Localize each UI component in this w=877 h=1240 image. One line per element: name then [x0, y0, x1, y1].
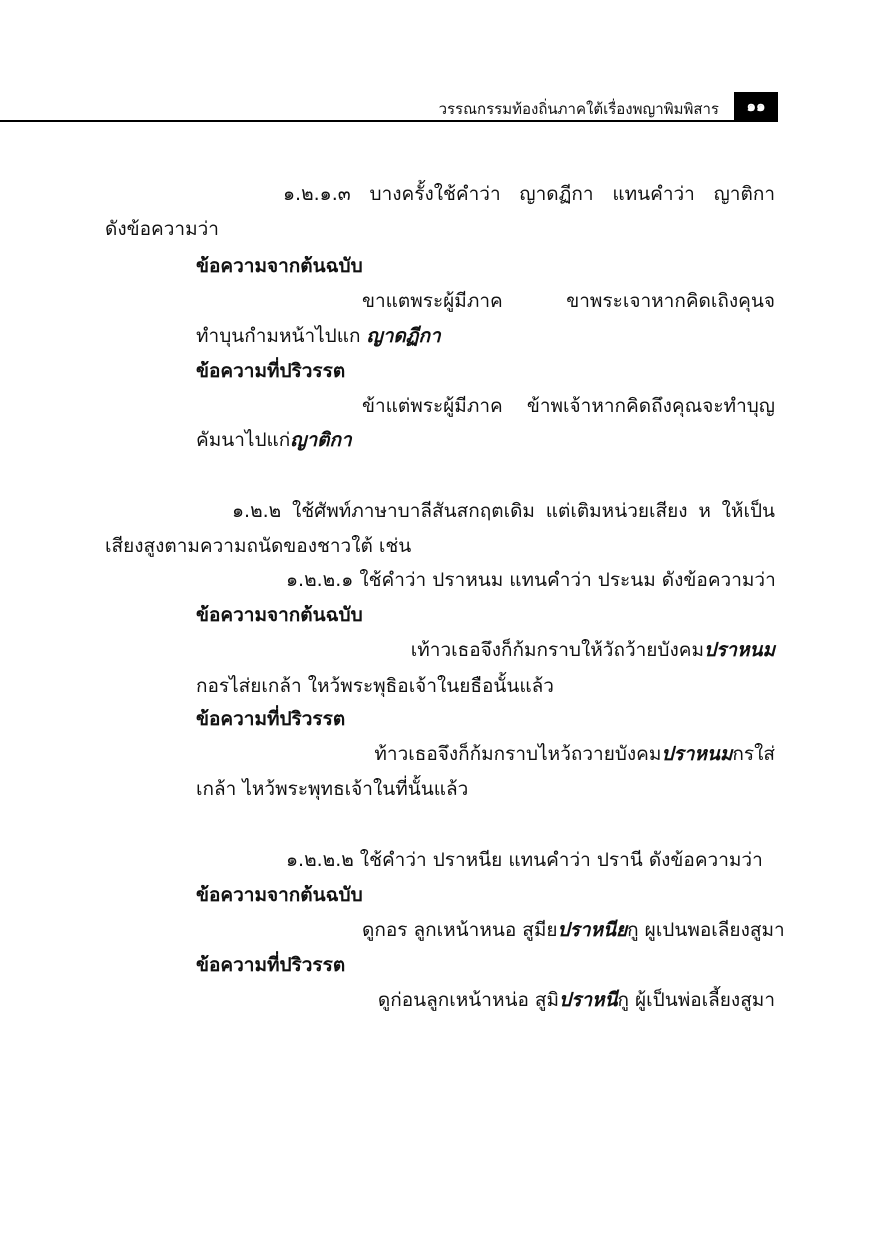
quote-text: ทำบุนกำมหน้าไปแก — [196, 325, 367, 347]
paragraph-line: เสียงสูงตามความถนัดของชาวใต้ เช่น — [105, 535, 412, 557]
paragraph-text: ๑.๒.๑.๓ บางครั้งใช้คำว่า ญาดฏีกา แทนคำว่า ญาติกา — [283, 183, 775, 205]
quote-text: เท้าวเธอจึงก็ก้มกราบให้วัถว้ายบังคม — [410, 639, 705, 661]
highlighted-word: ญาดฏีกา — [366, 325, 441, 347]
paragraph-line — [283, 181, 775, 207]
quote-text: ดูกอร ลูกเหน้าหนอ สูมีย — [362, 919, 558, 941]
quote-line: เกล้า ไหว้พระพุทธเจ้าในที่นั้นแล้ว — [196, 778, 469, 800]
quote-text: คัมนาไปแก่ — [196, 429, 291, 451]
subsection-line: ๑.๒.๒.๒ ใช้คำว่า ปราหนีย แทนคำว่า ปรานี ดังข้อความว่า — [286, 849, 763, 871]
transliterated-text-heading: ข้อความที่ปริวรรต — [196, 708, 346, 730]
highlighted-word: ญาติกา — [290, 429, 352, 451]
quote-line — [196, 323, 441, 349]
paragraph-line — [232, 498, 775, 524]
quote-line: กอรไส่ยเกล้า ใหว้พระพุธิอเจ้าในยธือนั้นแล้ว — [196, 675, 554, 697]
highlighted-word: ปราหนี — [559, 989, 618, 1011]
quote-text: กู ผูเปนพอเลียงสูมา — [627, 919, 785, 941]
transliterated-text-heading: ข้อความที่ปริวรรต — [196, 360, 346, 382]
highlighted-word: ปราหนม — [661, 743, 733, 765]
quote-line — [362, 393, 775, 419]
original-text-heading: ข้อความจากต้นฉบับ — [196, 604, 363, 626]
highlighted-word: ปราหนีย — [557, 919, 628, 941]
subsection-line — [286, 567, 775, 593]
quote-text: ดูก่อนลูกเหน้าหน่อ สูมิ — [377, 989, 560, 1011]
quote-line — [362, 288, 775, 314]
quote-text: ท้าวเธอจึงก็ก้มกราบไหว้ถวายบังคม — [374, 743, 662, 765]
header-rule — [0, 120, 778, 122]
paragraph-text: ๑.๒.๒.๑ ใช้คำว่า ปราหนม แทนคำว่า ประนม ดังข้อความว่า — [286, 569, 776, 591]
quote-text: ข้าแต่พระผู้มีภาค ข้าพเจ้าหากคิดถึงคุณจะทำบุญ — [362, 395, 775, 417]
original-text-heading: ข้อความจากต้นฉบับ — [196, 255, 363, 277]
original-text-heading: ข้อความจากต้นฉบับ — [196, 884, 363, 906]
quote-line — [362, 987, 775, 1013]
quote-line — [362, 741, 775, 767]
quote-text: กู ผู้เป็นพ่อเลี้ยงสูมา — [617, 989, 775, 1011]
running-header-title: วรรณกรรมท้องถิ่นภาคใต้เรื่องพญาพิมพิสาร — [438, 100, 719, 118]
transliterated-text-heading: ข้อความที่ปริวรรต — [196, 954, 346, 976]
paragraph-text: ๑.๒.๒ ใช้ศัพท์ภาษาบาลีสันสกฤตเดิม แต่เติมหน่วยเสียง ห ให้เป็น — [232, 500, 775, 522]
quote-line — [362, 917, 785, 943]
highlighted-word: ปราหนม — [704, 639, 775, 661]
page-number: ๑๑ — [734, 92, 778, 121]
paragraph-line: ดังข้อความว่า — [105, 218, 219, 240]
quote-text: ขาแตพระผู้มีภาค ขาพระเจาหากคิดเถิงคุนจ — [362, 290, 775, 312]
quote-line — [196, 427, 352, 453]
quote-text: กรใส่ — [732, 743, 775, 765]
quote-line — [362, 637, 775, 663]
